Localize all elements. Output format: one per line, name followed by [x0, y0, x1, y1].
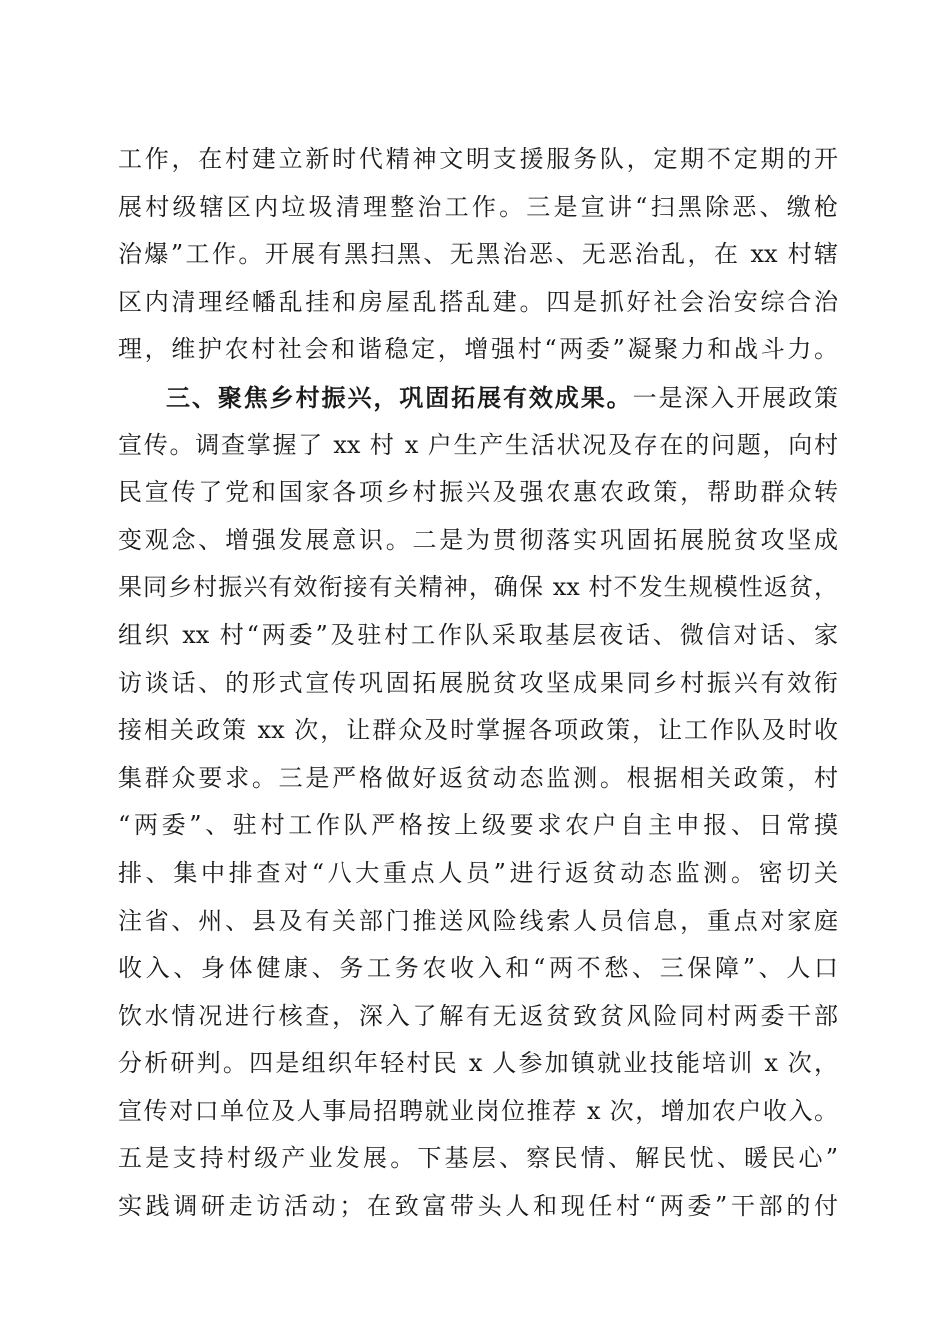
paragraph-line: 果同乡村振兴有效衔接有关精神，确保 xx 村不发生规模性返贫，: [118, 573, 838, 602]
paragraph-line: 五是支持村级产业发展。下基层、察民情、解民忧、暖民心”: [118, 1144, 838, 1173]
section-heading: 三、聚焦乡村振兴，巩固拓展有效成果。: [166, 382, 633, 412]
paragraph-line: 集群众要求。三是严格做好返贫动态监测。根据相关政策，村: [118, 763, 838, 792]
paragraph-line: 排、集中排查对“八大重点人员”进行返贫动态监测。密切关: [118, 858, 838, 887]
paragraph-line: 民宣传了党和国家各项乡村振兴及强农惠农政策，帮助群众转: [118, 478, 838, 507]
paragraph-line: 收入、身体健康、务工务农收入和“两不愁、三保障”、人口: [118, 954, 838, 983]
paragraph-line: 注省、州、县及有关部门推送风险线索人员信息，重点对家庭: [118, 906, 838, 935]
document-body: [118, 142, 838, 1237]
section-heading-line: [118, 380, 838, 415]
paragraph-line: 实践调研走访活动；在致富带头人和现任村“两委”干部的付: [118, 1192, 838, 1221]
paragraph-line: 治爆”工作。开展有黑扫黑、无黑治恶、无恶治乱，在 xx 村辖: [118, 240, 838, 269]
paragraph-line: 访谈话、的形式宣传巩固拓展脱贫攻坚成果同乡村振兴有效衔: [118, 668, 838, 697]
paragraph-line: 宣传对口单位及人事局招聘就业岗位推荐 x 次，增加农户收入。: [118, 1096, 838, 1125]
section-heading-tail: 一是深入开展政策: [632, 383, 839, 412]
paragraph-line: 分析研判。四是组织年轻村民 x 人参加镇就业技能培训 x 次，: [118, 1049, 838, 1078]
paragraph-line: 工作，在村建立新时代精神文明支援服务队，定期不定期的开: [118, 145, 838, 173]
paragraph-line: “两委”、驻村工作队严格按上级要求农户自主申报、日常摸: [118, 811, 838, 840]
paragraph-line: 组织 xx 村“两委”及驻村工作队采取基层夜话、微信对话、家: [118, 620, 838, 649]
paragraph-line: 饮水情况进行核查，深入了解有无返贫致贫风险同村两委干部: [118, 1001, 838, 1030]
paragraph-line: 理，维护农村社会和谐稳定，增强村“两委”凝聚力和战斗力。: [118, 335, 838, 364]
paragraph-line: 展村级辖区内垃圾清理整治工作。三是宣讲“扫黑除恶、缴枪: [118, 192, 838, 221]
paragraph-line: 接相关政策 xx 次，让群众及时掌握各项政策，让工作队及时收: [118, 716, 838, 745]
paragraph-line: 宣传。调查掌握了 xx 村 x 户生产生活状况及存在的问题，向村: [118, 430, 838, 459]
paragraph-line: 区内清理经幡乱挂和房屋乱搭乱建。四是抓好社会治安综合治: [118, 287, 838, 316]
paragraph-line: 变观念、增强发展意识。二是为贯彻落实巩固拓展脱贫攻坚成: [118, 525, 838, 554]
